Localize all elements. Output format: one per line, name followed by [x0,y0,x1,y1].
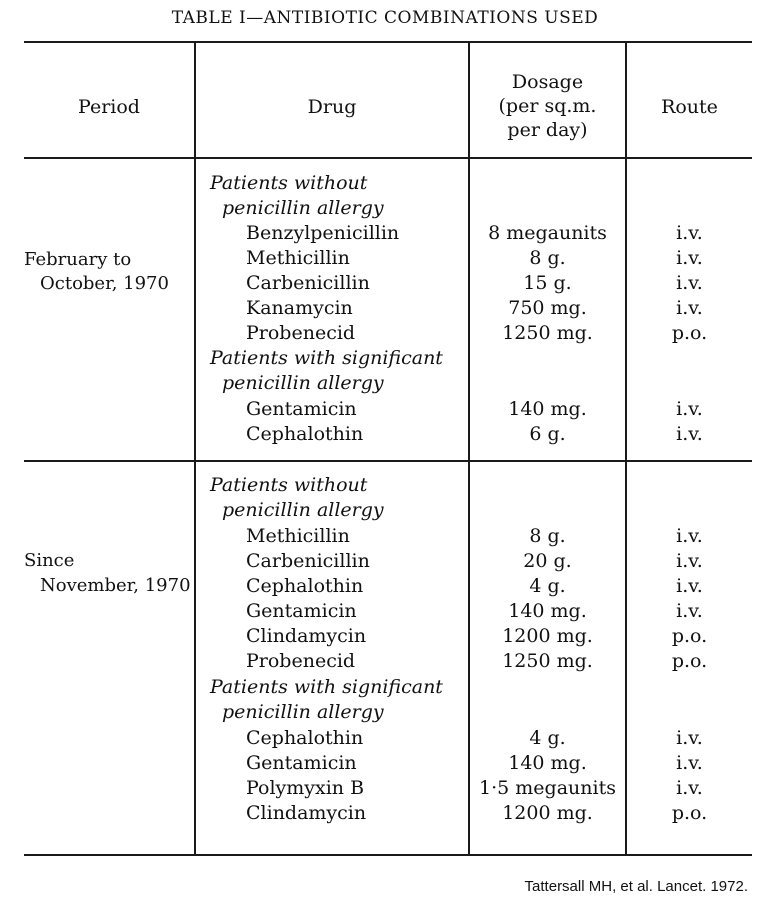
header-dosage-line: (per sq.m. [498,95,597,117]
route-cell: i.v. [676,550,703,572]
drug-cell: Benzylpenicillin [246,222,400,244]
dosage-cell: 1250 mg. [502,650,593,672]
group-heading: Patients with significant [210,347,443,369]
route-cell: i.v. [676,752,703,774]
header-period: Period [78,96,140,118]
drug-cell: Methicillin [246,525,350,547]
drug-cell: Probenecid [246,650,356,672]
dosage-cell: 140 mg. [508,752,587,774]
dosage-cell: 1200 mg. [502,625,593,647]
drug-cell: Cephalothin [246,575,364,597]
route-cell: i.v. [676,272,703,294]
route-cell: p.o. [671,650,708,672]
bottom-rule [24,854,752,856]
top-rule [24,41,752,43]
table-title: TABLE I—ANTIBIOTIC COMBINATIONS USED [171,8,599,28]
route-cell: i.v. [676,727,703,749]
dosage-cell: 4 g. [529,727,566,749]
period-label: Since [24,550,75,571]
dosage-cell: 8 g. [529,525,566,547]
group-heading: Patients without [210,474,368,496]
header-rule [24,157,752,159]
header-route: Route [661,96,718,118]
drug-cell: Gentamicin [246,398,357,420]
period-label: November, 1970 [40,575,191,596]
group-heading: Patients with significant [210,676,443,698]
dosage-cell: 8 megaunits [488,222,607,244]
drug-cell: Gentamicin [246,752,357,774]
drug-cell: Cephalothin [246,727,364,749]
dosage-cell: 4 g. [529,575,566,597]
header-dosage-line: per day) [507,119,588,141]
route-cell: i.v. [676,247,703,269]
drug-cell: Cephalothin [246,423,364,445]
drug-cell: Clindamycin [246,625,367,647]
group-heading: penicillin allergy [222,197,384,219]
header-drug: Drug [307,96,357,118]
dosage-cell: 1250 mg. [502,322,593,344]
drug-cell: Polymyxin B [246,777,365,799]
dosage-cell: 8 g. [529,247,566,269]
route-cell: i.v. [676,222,703,244]
header-dosage [470,70,625,142]
drug-cell: Kanamycin [246,297,353,319]
group-heading: penicillin allergy [222,372,384,394]
period-label: February to [24,249,132,270]
dosage-cell: 140 mg. [508,600,587,622]
group-heading: penicillin allergy [222,499,384,521]
route-cell: i.v. [676,398,703,420]
citation: Tattersall MH, et al. Lancet. 1972. [524,878,748,895]
route-cell: p.o. [671,625,708,647]
dosage-cell: 1·5 megaunits [479,777,616,799]
column-rule-period-drug [194,41,196,856]
drug-cell: Carbenicillin [246,272,370,294]
dosage-cell: 140 mg. [508,398,587,420]
dosage-cell: 6 g. [529,423,566,445]
drug-cell: Gentamicin [246,600,357,622]
dosage-cell: 750 mg. [508,297,587,319]
group-heading: penicillin allergy [222,701,384,723]
period-label: October, 1970 [40,273,169,294]
drug-cell: Clindamycin [246,802,367,824]
drug-cell: Methicillin [246,247,350,269]
route-cell: p.o. [671,322,708,344]
route-cell: i.v. [676,423,703,445]
route-cell: i.v. [676,525,703,547]
dosage-cell: 1200 mg. [502,802,593,824]
header-dosage-line: Dosage [511,71,584,93]
drug-cell: Probenecid [246,322,356,344]
route-cell: i.v. [676,297,703,319]
group-heading: Patients without [210,172,368,194]
route-cell: i.v. [676,777,703,799]
route-cell: i.v. [676,600,703,622]
drug-cell: Carbenicillin [246,550,370,572]
route-cell: i.v. [676,575,703,597]
dosage-cell: 20 g. [523,550,572,572]
section-rule [24,460,752,462]
route-cell: p.o. [671,802,708,824]
dosage-cell: 15 g. [523,272,572,294]
